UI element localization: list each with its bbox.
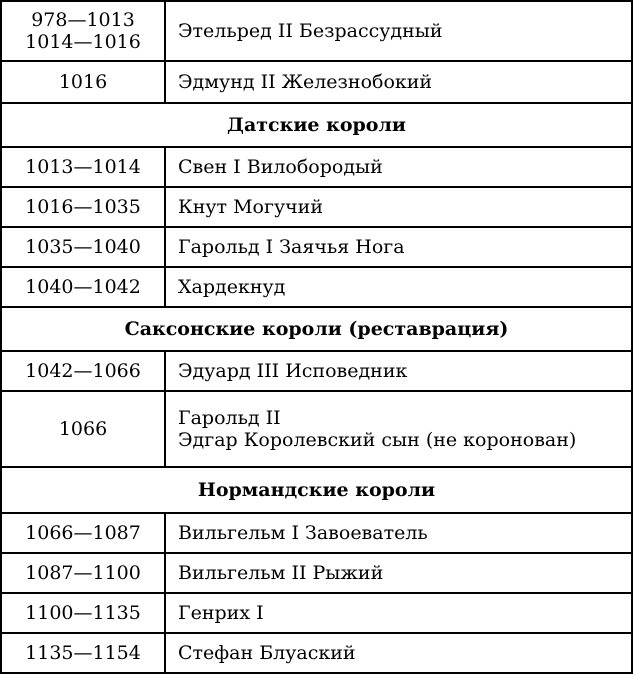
years-cell [1, 553, 165, 593]
ruler-name: Кнут Могучий [178, 196, 324, 218]
ruler-name: Этельред II Безрассудный [178, 20, 443, 42]
table-row [1, 553, 632, 593]
years-text: 1066 [58, 418, 108, 440]
ruler-cell [165, 633, 632, 673]
ruler-name: Вильгельм I Завоеватель [178, 522, 428, 544]
ruler-cell [165, 391, 632, 467]
years-cell [1, 147, 165, 187]
years-cell [1, 61, 165, 103]
ruler-name: Хардекнуд [178, 276, 286, 298]
table-row [1, 227, 632, 267]
ruler-cell [165, 351, 632, 391]
years-text: 1016 [58, 71, 108, 93]
table-row [1, 633, 632, 673]
section-heading-row [1, 103, 632, 147]
years-text: 1100—1135 [25, 602, 141, 624]
ruler-cell [165, 147, 632, 187]
years-text: 1066—1087 [25, 522, 141, 544]
years-cell [1, 593, 165, 633]
table-row [1, 593, 632, 633]
table-row [1, 513, 632, 553]
years-cell [1, 227, 165, 267]
section-heading: Датские короли [1, 103, 632, 147]
years-text: 1016—1035 [25, 196, 141, 218]
ruler-name: Эдуард III Исповедник [178, 360, 408, 382]
years-text: 1040—1042 [25, 276, 141, 298]
table-row [1, 351, 632, 391]
years-text: 1014—1016 [25, 31, 141, 53]
ruler-name: Свен I Вилобородый [178, 156, 383, 178]
ruler-cell [165, 267, 632, 307]
table-row [1, 61, 632, 103]
years-text: 1042—1066 [25, 360, 141, 382]
section-heading-row [1, 307, 632, 351]
years-text: 978—1013 [31, 9, 135, 31]
ruler-cell [165, 187, 632, 227]
years-cell [1, 267, 165, 307]
years-cell [1, 391, 165, 467]
table-row [1, 391, 632, 467]
years-cell [1, 351, 165, 391]
ruler-cell [165, 593, 632, 633]
years-text: 1135—1154 [25, 642, 141, 664]
years-cell [1, 187, 165, 227]
ruler-name: Эдмунд II Железнобокий [178, 71, 433, 93]
section-heading: Нормандские короли [1, 467, 632, 513]
ruler-cell [165, 227, 632, 267]
years-cell [1, 1, 165, 61]
table-row [1, 147, 632, 187]
years-text: 1035—1040 [25, 236, 141, 258]
table-row [1, 267, 632, 307]
ruler-name: Генрих I [178, 602, 264, 624]
ruler-name: Гарольд I Заячья Нога [178, 236, 405, 258]
ruler-name: Вильгельм II Рыжий [178, 562, 384, 584]
table-row [1, 1, 632, 61]
ruler-name: Стефан Блуаский [178, 642, 356, 664]
table-row [1, 187, 632, 227]
section-heading-row [1, 467, 632, 513]
ruler-cell [165, 61, 632, 103]
years-text: 1087—1100 [25, 562, 141, 584]
years-cell [1, 513, 165, 553]
ruler-name: Эдгар Королевский сын (не коронован) [178, 429, 577, 451]
years-cell [1, 633, 165, 673]
ruler-cell [165, 1, 632, 61]
ruler-cell [165, 513, 632, 553]
years-text: 1013—1014 [25, 156, 141, 178]
ruler-name: Гарольд II [178, 407, 281, 429]
ruler-cell [165, 553, 632, 593]
section-heading: Саксонские короли (реставрация) [1, 307, 632, 351]
